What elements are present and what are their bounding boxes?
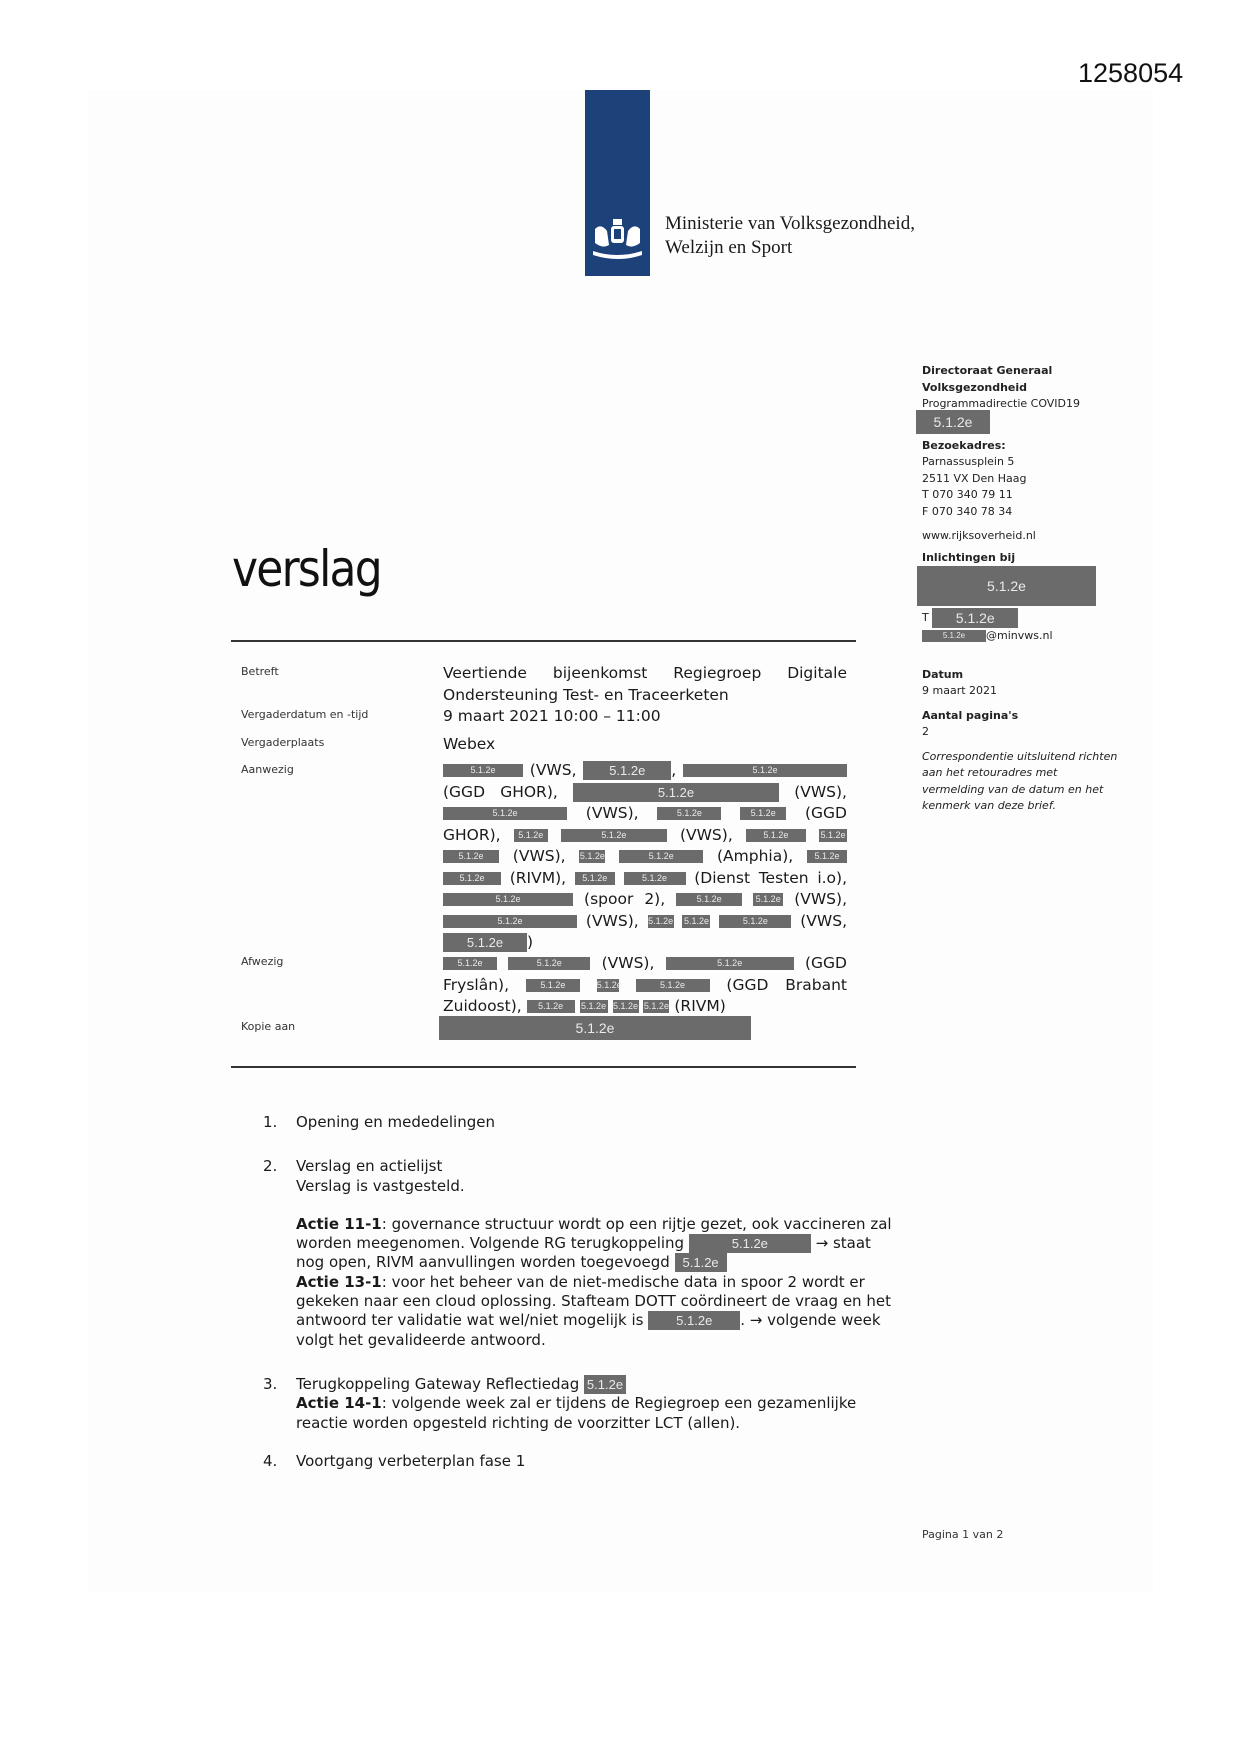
label-present: Aanwezig [241, 763, 294, 776]
label-copy: Kopie aan [241, 1020, 296, 1033]
divider [231, 1066, 856, 1068]
agenda-item: 4. Voortgang verbeterplan fase 1 [263, 1451, 526, 1470]
crest-icon [589, 217, 646, 262]
page-number: Pagina 1 van 2 [922, 1528, 1004, 1541]
document-title: verslag [232, 540, 381, 598]
correspondence-notice: Correspondentie uitsluitend richten aan het retouradres met vermelding van de datum en het kenmerk van deze brief. [922, 749, 1118, 812]
redaction-block: 5.1.2e [922, 630, 986, 642]
agenda-item: 1. Opening en mededelingen [263, 1113, 495, 1131]
website-link[interactable]: www.rijksoverheid.nl [922, 529, 1036, 542]
label-betreft: Betreft [241, 665, 279, 678]
redaction-block: 5.1.2e [916, 410, 990, 434]
value-present: 5.1.2e (VWS, 5.1.2e , 5.1.2e (GGD GHOR), 5.1.2e (VWS), 5.1.2e (VWS), 5.1.2e 5.1.2e (GGD GHOR), 5.1.2e 5.1.2e (VWS), 5.1.2e 5.1.2e 5.1.2e (VWS), 5.1.2e 5.1.2e (Amphia), 5.1.2e 5.1.2e (RIVM), 5.1.2e 5.1.2e (Dienst Testen i.o), 5.1.2e (spoor 2), 5.1.2e 5.1.2e (VWS), 5.1.2e (VWS), 5.1.2e 5.1.2e 5.1.2e (VWS, 5.1.2e ) [443, 761, 848, 951]
value-place: Webex [443, 735, 496, 753]
agenda-item: 3. Terugkoppeling Gateway Reflectiedag 5.1.2e Actie 14-1: volgende week zal er tijdens de Regiegroep een gezamenlijke reactie worden opgesteld richting de voorzitter LCT (allen). [263, 1374, 857, 1432]
label-place: Vergaderplaats [241, 736, 325, 749]
ministry-name: Ministerie van Volksgezondheid, Welzijn en Sport [665, 213, 915, 258]
value-absent: 5.1.2e 5.1.2e (VWS), 5.1.2e (GGD Fryslân), 5.1.2e 5.1.2e 5.1.2e (GGD Brabant Zuidoost), 5.1.2e 5.1.2e 5.1.2e 5.1.2e (RIVM) [443, 954, 847, 1015]
label-absent: Afwezig [241, 955, 284, 968]
value-copy: 5.1.2e [443, 1016, 847, 1040]
email-link[interactable]: @minvws.nl [986, 629, 1053, 642]
value-datetime: 9 maart 2021 10:00 – 11:00 [443, 707, 661, 725]
redaction-block: 5.1.2e [917, 566, 1096, 606]
redaction-block: 5.1.2e [932, 608, 1018, 628]
agenda-list [263, 1113, 903, 1490]
label-datetime: Vergaderdatum en -tijd [241, 708, 369, 721]
value-betreft: Veertiende bijeenkomst Regiegroep Digitale Ondersteuning Test- en Traceerketen [443, 664, 847, 704]
agenda-item: 2. Verslag en actielijst Verslag is vastgesteld. Actie 11-1: governance structuur wordt op een rijtje gezet, ook vaccineren zal worden meegenomen. Volgende RG terugkoppeling 5.1.2e → staat nog open, RIVM aanvullingen worden toegevoegd 5.1.2e Actie 13-1: voor het beheer van de niet-medische data in spoor 2 wordt er gekeken naar een cloud oplossing. Stafteam DOTT coördineert de vraag en het antwoord ter validatie wat wel/niet mogelijk is 5.1.2e . → volgende week volgt het gevalideerde antwoord. [263, 1157, 892, 1349]
document-number: 1258054 [1078, 58, 1184, 88]
sender-sidebar: Directoraat Generaal Volksgezondheid Programmadirectie COVID19 5.1.2e Bezoekadres: Parnassusplein 5 2511 VX Den Haag T 070 340 79 11 F 070 340 78 34 www.rijksoverheid.nl Inlichtingen bij 5.1.2e T 5.1.2e 5.1.2e @minvws.nl Datum 9 maart 2021 Aantal pagina's 2 Correspondentie uitsluitend richten aan het retouradres met vermelding van de datum en het kenmerk van deze brief. [922, 363, 1122, 815]
divider [231, 640, 856, 642]
